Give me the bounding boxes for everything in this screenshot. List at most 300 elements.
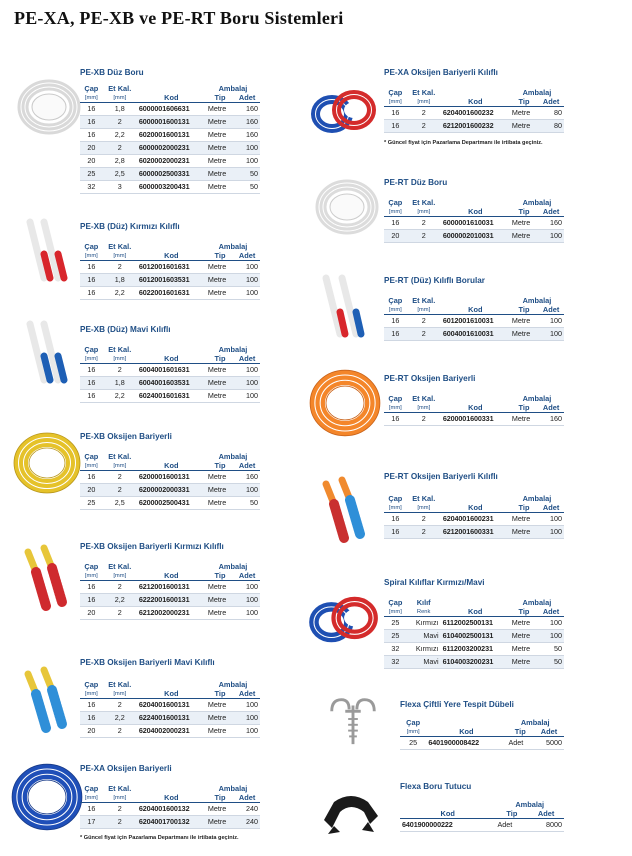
- red-blue-sleeved-image: [312, 272, 382, 342]
- table-header-cell: Ambalaj: [520, 718, 550, 727]
- table-cell: 100: [234, 364, 260, 377]
- table-cell: 2,2: [103, 712, 137, 725]
- table-cell: Metre: [206, 699, 234, 712]
- table-cell: Metre: [510, 617, 538, 630]
- table-header-cell: [mm]: [80, 93, 103, 103]
- table-cell: 100: [234, 155, 260, 168]
- table-header-cell: [mm]: [384, 207, 407, 217]
- table-cell: 2,5: [103, 497, 137, 510]
- table-cell: 32: [384, 656, 407, 669]
- section-title: PE-RT Oksijen Bariyerli: [384, 374, 476, 383]
- table-header-cell: [mm]: [407, 207, 441, 217]
- table-cell: 6204001700132: [137, 816, 206, 829]
- table-header-cell: Çap: [388, 198, 403, 207]
- spec-table: [384, 88, 564, 133]
- table-header-cell: [mm]: [103, 461, 137, 471]
- table-header-cell: Tip: [510, 97, 538, 107]
- table-header-cell: Ambalaj: [515, 800, 545, 809]
- table-row: [384, 643, 564, 656]
- table-header-cell: [137, 345, 206, 354]
- table-header-cell: Adet: [234, 251, 260, 261]
- table-cell: 20: [80, 725, 103, 738]
- table-cell: 80: [538, 120, 564, 133]
- table-header-cell: [137, 242, 206, 251]
- table-header-row: [400, 718, 564, 727]
- table-row: [384, 230, 564, 243]
- table-header-cell: Tip: [206, 251, 234, 261]
- table-header-cell: [441, 296, 510, 305]
- table-header-cell: Et Kal.: [412, 296, 436, 305]
- table-cell: Kırmızı: [407, 643, 441, 656]
- table-header-row: [384, 198, 564, 207]
- table-header-row: [80, 689, 260, 699]
- spec-table: [384, 394, 564, 426]
- table-header-cell: [mm]: [407, 403, 441, 413]
- table-row: [384, 656, 564, 669]
- table-row: [80, 725, 260, 738]
- white-pipe-coil-image: [312, 172, 382, 242]
- table-header-cell: [mm]: [80, 251, 103, 261]
- table-cell: Metre: [510, 513, 538, 526]
- section-title: PE-XB Düz Boru: [80, 68, 144, 77]
- table-row: [80, 581, 260, 594]
- table-row: [384, 617, 564, 630]
- table-cell: 2: [407, 230, 441, 243]
- table-row: [80, 816, 260, 829]
- table-cell: Metre: [206, 287, 234, 300]
- table-cell: 25: [80, 168, 103, 181]
- table-cell: 2: [103, 725, 137, 738]
- section-title: Flexa Çiftli Yere Tespit Dübeli: [400, 700, 514, 709]
- table-header-cell: [mm]: [400, 727, 426, 737]
- table-row: [384, 630, 564, 643]
- table-header-row: [384, 394, 564, 403]
- red-blue-coils-image: [308, 76, 378, 146]
- table-header-cell: [441, 88, 510, 97]
- table-cell: 6200001600331: [441, 413, 510, 426]
- table-header-row: [80, 242, 260, 251]
- table-cell: 2,2: [103, 287, 137, 300]
- table-header-cell: Tip: [510, 403, 538, 413]
- table-header-cell: [137, 680, 206, 689]
- table-header-cell: Çap: [388, 494, 403, 503]
- table-cell: 2,2: [103, 129, 137, 142]
- table-cell: 2: [407, 107, 441, 120]
- col-et-kal: Et Kal.: [108, 84, 132, 93]
- table-header-cell: Kod: [441, 305, 510, 315]
- table-cell: Metre: [510, 413, 538, 426]
- table-row: [80, 594, 260, 607]
- table-header-cell: Kod: [441, 403, 510, 413]
- table-header-cell: Ambalaj: [522, 394, 552, 403]
- table-cell: 6024001601631: [137, 390, 206, 403]
- table-cell: 16: [384, 513, 407, 526]
- table-cell: 6022001601631: [137, 287, 206, 300]
- table-row: [80, 261, 260, 274]
- table-cell: 2: [407, 217, 441, 230]
- table-cell: Adet: [506, 737, 534, 750]
- table-cell: 16: [80, 287, 103, 300]
- table-header-cell: Kod: [137, 689, 206, 699]
- spec-table: [80, 84, 260, 194]
- table-cell: Metre: [206, 364, 234, 377]
- table-header-cell: [mm]: [80, 793, 103, 803]
- table-header-cell: Çap: [84, 345, 99, 354]
- table-header-cell: [mm]: [80, 354, 103, 364]
- table-header-cell: Çap: [84, 562, 99, 571]
- table-cell: 25: [80, 497, 103, 510]
- table-cell: 50: [234, 497, 260, 510]
- table-cell: Metre: [206, 274, 234, 287]
- table-cell: 100: [538, 315, 564, 328]
- table-cell: Metre: [510, 315, 538, 328]
- table-cell: Metre: [510, 630, 538, 643]
- yellow-red-corrugated-image: [14, 542, 84, 612]
- table-cell: Metre: [206, 803, 234, 816]
- table-header-cell: Kod: [441, 207, 510, 217]
- table-row: [400, 737, 564, 750]
- table-cell: 100: [234, 377, 260, 390]
- table-cell: 2: [103, 471, 137, 484]
- table-header-cell: Et Kal.: [108, 562, 132, 571]
- table-row: [80, 274, 260, 287]
- spec-table: [80, 452, 260, 510]
- white-pipe-coil-image: [14, 72, 84, 142]
- table-cell: 6000003200431: [137, 181, 206, 194]
- table-header-cell: Çap: [388, 394, 403, 403]
- section-title: PE-RT Düz Boru: [384, 178, 448, 187]
- table-cell: 2: [407, 526, 441, 539]
- table-header-cell: Kod: [137, 354, 206, 364]
- table-header-cell: Çap: [388, 598, 403, 607]
- table-cell: 6401900000222: [400, 819, 495, 832]
- table-cell: Metre: [206, 116, 234, 129]
- table-header-cell: Et Kal.: [108, 345, 132, 354]
- table-header-cell: Çap: [84, 242, 99, 251]
- table-header-cell: Kod: [441, 97, 510, 107]
- table-cell: 16: [384, 120, 407, 133]
- red-sleeved-pipes-image: [14, 216, 84, 286]
- pipe-holder-image: [318, 786, 384, 838]
- section-title: PE-XB Oksijen Bariyerli Mavi Kılıflı: [80, 658, 215, 667]
- table-cell: 100: [538, 526, 564, 539]
- table-header-cell: [mm]: [103, 689, 137, 699]
- table-header-cell: Et Kal.: [108, 242, 132, 251]
- table-row: [80, 484, 260, 497]
- section-title: PE-XA Oksijen Bariyerli Kılıflı: [384, 68, 498, 77]
- table-cell: Metre: [206, 816, 234, 829]
- table-cell: Metre: [510, 217, 538, 230]
- table-header-cell: Adet: [538, 97, 564, 107]
- table-cell: 2: [103, 803, 137, 816]
- table-header-cell: Tip: [495, 809, 528, 819]
- table-header-cell: [441, 494, 510, 503]
- table-header-row: [80, 793, 260, 803]
- table-header-row: [80, 93, 260, 103]
- table-cell: 16: [384, 328, 407, 341]
- table-header-cell: [137, 562, 206, 571]
- table-cell: 50: [538, 643, 564, 656]
- col-kod: Kod: [137, 93, 206, 103]
- table-cell: 6104002500131: [441, 630, 510, 643]
- table-header-row: [80, 452, 260, 461]
- table-cell: 6204001600131: [137, 699, 206, 712]
- table-cell: Adet: [495, 819, 528, 832]
- table-cell: 2: [103, 142, 137, 155]
- spec-table: [80, 562, 260, 620]
- table-cell: 6004001610031: [441, 328, 510, 341]
- table-cell: 6204001600232: [441, 107, 510, 120]
- section-title: PE-XB (Düz) Kırmızı Kılıflı: [80, 222, 180, 231]
- table-header-cell: Kılıf: [416, 598, 431, 607]
- table-header-cell: Tip: [206, 571, 234, 581]
- table-row: [80, 155, 260, 168]
- table-cell: 6012001610031: [441, 315, 510, 328]
- table-row: [80, 364, 260, 377]
- section-title: PE-XB Oksijen Bariyerli: [80, 432, 172, 441]
- table-header-cell: Kod: [137, 251, 206, 261]
- table-cell: 100: [234, 261, 260, 274]
- table-cell: 6401900008422: [426, 737, 506, 750]
- yellow-blue-corrugated-image: [14, 664, 84, 734]
- table-header-cell: Ambalaj: [218, 680, 248, 689]
- table-cell: 16: [80, 390, 103, 403]
- table-cell: 20: [80, 155, 103, 168]
- table-cell: 160: [234, 471, 260, 484]
- spec-table: [384, 598, 564, 669]
- table-header-cell: Adet: [538, 607, 564, 617]
- table-row: [80, 390, 260, 403]
- table-cell: 6000001606631: [137, 103, 206, 116]
- table-cell: 100: [538, 513, 564, 526]
- yellow-pipe-coil-image: [12, 428, 82, 498]
- table-cell: Metre: [206, 377, 234, 390]
- table-cell: 6000002000231: [137, 142, 206, 155]
- table-row: [80, 377, 260, 390]
- table-header-cell: [400, 800, 495, 809]
- table-header-cell: Tip: [206, 793, 234, 803]
- table-cell: Metre: [510, 328, 538, 341]
- table-cell: Metre: [510, 120, 538, 133]
- table-cell: 2: [103, 607, 137, 620]
- table-header-cell: [426, 718, 506, 727]
- table-row: [80, 607, 260, 620]
- section-title: PE-XB Oksijen Bariyerli Kırmızı Kılıflı: [80, 542, 224, 551]
- table-cell: 16: [80, 471, 103, 484]
- table-header-cell: [mm]: [384, 607, 407, 617]
- table-cell: 6000002010031: [441, 230, 510, 243]
- table-cell: 160: [234, 116, 260, 129]
- table-header-cell: [mm]: [384, 503, 407, 513]
- table-cell: 6104003200231: [441, 656, 510, 669]
- table-cell: Metre: [206, 471, 234, 484]
- section-title: PE-XA Oksijen Bariyerli: [80, 764, 172, 773]
- section-title: PE-RT Oksijen Bariyerli Kılıflı: [384, 472, 498, 481]
- table-header-cell: Tip: [206, 93, 234, 103]
- table-header-row: [384, 97, 564, 107]
- table-cell: 100: [234, 274, 260, 287]
- spec-table: [80, 784, 260, 829]
- table-header-row: [384, 88, 564, 97]
- table-cell: Metre: [206, 261, 234, 274]
- table-cell: Metre: [206, 712, 234, 725]
- table-row: [80, 471, 260, 484]
- page-title: PE-XA, PE-XB ve PE-RT Boru Sistemleri: [14, 8, 344, 28]
- table-cell: 100: [234, 699, 260, 712]
- table-header-row: [384, 207, 564, 217]
- table-header-cell: Kod: [441, 503, 510, 513]
- table-header-row: [384, 305, 564, 315]
- table-cell: 160: [234, 103, 260, 116]
- table-header-cell: Ambalaj: [218, 784, 248, 793]
- table-header-cell: Ambalaj: [218, 452, 248, 461]
- table-header-cell: Et Kal.: [412, 198, 436, 207]
- table-header-row: [80, 345, 260, 354]
- table-header-cell: [mm]: [103, 354, 137, 364]
- table-header-cell: Et Kal.: [108, 784, 132, 793]
- table-header-cell: [mm]: [103, 251, 137, 261]
- table-header-cell: Çap: [84, 452, 99, 461]
- table-header-cell: Kod: [137, 571, 206, 581]
- table-cell: 16: [80, 377, 103, 390]
- table-cell: 16: [80, 581, 103, 594]
- table-header-cell: Kod: [137, 793, 206, 803]
- table-cell: 100: [234, 594, 260, 607]
- table-cell: Metre: [206, 129, 234, 142]
- table-header-cell: Adet: [234, 793, 260, 803]
- table-cell: 50: [234, 168, 260, 181]
- table-header-row: [80, 571, 260, 581]
- table-cell: Metre: [206, 725, 234, 738]
- table-cell: 8000: [528, 819, 564, 832]
- table-header-cell: [mm]: [384, 305, 407, 315]
- spec-table: [384, 494, 564, 539]
- table-cell: 6204002000231: [137, 725, 206, 738]
- table-header-cell: Kod: [426, 727, 506, 737]
- table-header-cell: Adet: [234, 571, 260, 581]
- table-header-cell: Adet: [234, 689, 260, 699]
- table-header-cell: [441, 198, 510, 207]
- table-header-cell: [mm]: [103, 793, 137, 803]
- table-cell: 2: [407, 513, 441, 526]
- table-row: [80, 803, 260, 816]
- table-cell: 2: [103, 261, 137, 274]
- table-header-cell: [441, 598, 510, 607]
- table-header-cell: [mm]: [407, 503, 441, 513]
- table-cell: 6200001600131: [137, 471, 206, 484]
- table-row: [384, 328, 564, 341]
- table-cell: 2,2: [103, 594, 137, 607]
- table-cell: 16: [80, 699, 103, 712]
- table-cell: 2: [103, 699, 137, 712]
- table-cell: 2: [407, 413, 441, 426]
- table-row: [384, 513, 564, 526]
- table-header-cell: Ambalaj: [522, 198, 552, 207]
- table-cell: 6000001610031: [441, 217, 510, 230]
- table-cell: 16: [384, 107, 407, 120]
- blue-sleeved-pipes-image: [14, 318, 84, 388]
- col-ambalaj: Ambalaj: [218, 84, 248, 93]
- table-header-cell: Ambalaj: [218, 345, 248, 354]
- table-cell: 6212002000231: [137, 607, 206, 620]
- table-header-cell: Çap: [84, 680, 99, 689]
- table-cell: 6112002500131: [441, 617, 510, 630]
- table-header-cell: Et Kal.: [108, 452, 132, 461]
- table-cell: Metre: [510, 107, 538, 120]
- table-cell: 25: [400, 737, 426, 750]
- table-cell: 20: [80, 142, 103, 155]
- table-cell: 1,8: [103, 377, 137, 390]
- table-cell: 6112003200231: [441, 643, 510, 656]
- table-cell: 100: [234, 287, 260, 300]
- table-row: [80, 497, 260, 510]
- table-header-cell: Et Kal.: [108, 680, 132, 689]
- table-header-row: [400, 809, 564, 819]
- table-header-cell: Adet: [538, 403, 564, 413]
- table-cell: Metre: [206, 581, 234, 594]
- table-cell: 16: [80, 103, 103, 116]
- table-cell: Metre: [206, 168, 234, 181]
- table-cell: Metre: [510, 656, 538, 669]
- table-row: [80, 699, 260, 712]
- table-header-cell: [mm]: [103, 93, 137, 103]
- table-cell: 100: [234, 484, 260, 497]
- table-cell: 16: [80, 803, 103, 816]
- table-cell: 20: [384, 230, 407, 243]
- table-header-cell: Tip: [510, 207, 538, 217]
- table-header-cell: [mm]: [384, 97, 407, 107]
- table-cell: 32: [80, 181, 103, 194]
- table-header-row: [384, 403, 564, 413]
- table-cell: 2,2: [103, 390, 137, 403]
- table-header-cell: Kod: [137, 461, 206, 471]
- table-header-row: [400, 727, 564, 737]
- table-cell: 100: [234, 607, 260, 620]
- blue-pipe-coil-image: [10, 760, 84, 834]
- table-cell: 6204001600132: [137, 803, 206, 816]
- table-header-cell: Tip: [206, 461, 234, 471]
- spec-table: [400, 718, 564, 750]
- table-header-cell: Tip: [510, 607, 538, 617]
- table-header-cell: Adet: [538, 207, 564, 217]
- table-cell: Metre: [206, 484, 234, 497]
- table-header-cell: Ambalaj: [218, 562, 248, 571]
- table-header-row: [80, 461, 260, 471]
- spec-table: [80, 242, 260, 300]
- table-header-cell: Ambalaj: [522, 494, 552, 503]
- table-cell: 16: [80, 261, 103, 274]
- table-cell: 100: [538, 630, 564, 643]
- table-cell: Metre: [206, 103, 234, 116]
- table-cell: 80: [538, 107, 564, 120]
- table-cell: 2,8: [103, 155, 137, 168]
- table-cell: 1,8: [103, 274, 137, 287]
- table-cell: Metre: [206, 181, 234, 194]
- table-cell: 17: [80, 816, 103, 829]
- table-row: [80, 103, 260, 116]
- table-header-cell: Adet: [534, 727, 564, 737]
- table-cell: 16: [384, 217, 407, 230]
- table-header-cell: Adet: [528, 809, 564, 819]
- table-header-cell: [137, 84, 206, 93]
- table-cell: 160: [234, 129, 260, 142]
- table-header-cell: [441, 394, 510, 403]
- table-cell: 160: [538, 217, 564, 230]
- table-cell: Kırmızı: [407, 617, 441, 630]
- table-header-cell: [mm]: [80, 571, 103, 581]
- table-cell: 160: [538, 413, 564, 426]
- table-header-cell: Tip: [206, 354, 234, 364]
